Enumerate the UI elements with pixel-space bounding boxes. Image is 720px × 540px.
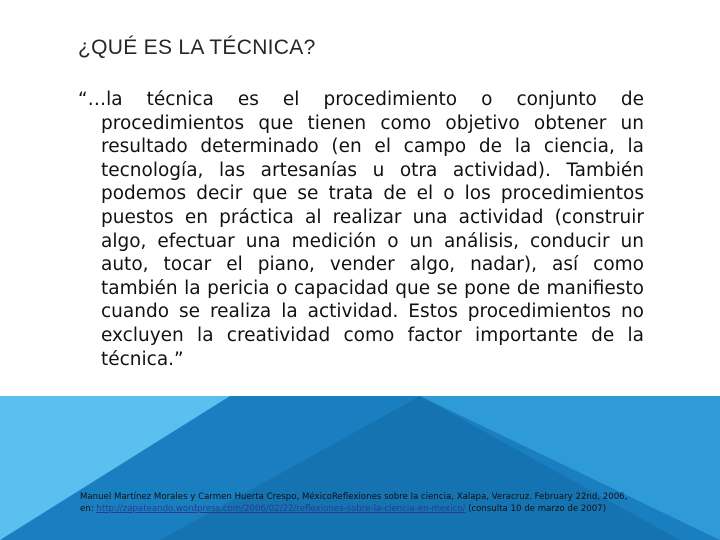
quote-text: “…la técnica es el procedimiento o conjunto de procedimientos que tienen como objetivo obtener un resultado determinado (en el campo de la ciencia, la tecnología, las artesanías u otra actividad). También podemos decir que se trata de el o los procedimientos puestos en práctica al realizar una actividad (construir algo, efectuar una medición o un análisis, conducir un auto, tocar el piano, vender algo, nadar), así como también la pericia o capacidad que se pone de manifiesto cuando se realiza la actividad. Estos procedimientos no excluyen la creatividad como factor importante de la técnica.”	[78, 89, 644, 370]
citation-link[interactable]: http://zapateando.wordpress.com/2006/02/22/reflexiones-sobre-la-ciencia-en-mexico/	[96, 504, 466, 514]
citation-prefix: en:	[80, 504, 97, 514]
citation-suffix: (consulta 10 de marzo de 2007)	[465, 504, 607, 514]
citation	[80, 491, 680, 515]
citation-line1: Manuel Martínez Morales y Carmen Huerta Crespo, MéxicoReflexiones sobre la ciencia, Xalapa, Veracruz. February 22nd, 2006,	[80, 492, 628, 502]
slide-title: ¿QUÉ ES LA TÉCNICA?	[78, 36, 316, 59]
decorative-dark-triangle	[160, 396, 680, 540]
